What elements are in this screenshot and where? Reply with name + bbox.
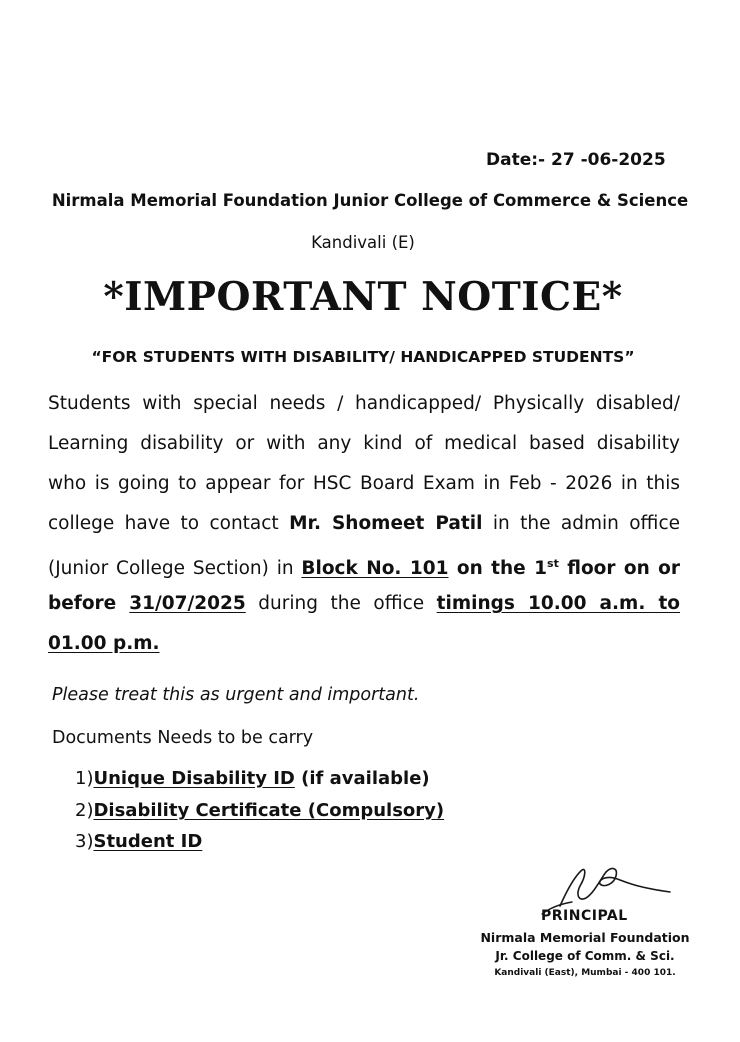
documents-heading: Documents Needs to be carry <box>52 728 314 748</box>
body-line-2: Learning disability or with any kind of medical based disability <box>48 433 680 454</box>
stamp-line-3: Kandivali (East), Mumbai - 400 101. <box>494 968 676 978</box>
document-item <box>75 831 202 852</box>
office-timings: timings 10.00 a.m. to <box>436 593 680 614</box>
deadline-date: 31/07/2025 <box>129 593 246 614</box>
body-line-5-text-c: floor on or <box>558 558 681 580</box>
body-line-6-text-a: before <box>48 593 130 614</box>
body-line-7: 01.00 p.m. <box>48 633 160 654</box>
block-number: Block No. 101 <box>301 558 449 580</box>
body-line-4-text-b: in the admin office <box>482 513 680 534</box>
body-line-6 <box>48 592 680 616</box>
document-label: Unique Disability ID <box>93 768 295 789</box>
document-item <box>75 800 444 821</box>
stamp-line-2: Jr. College of Comm. & Sci. <box>495 949 675 963</box>
notice-subtitle: “FOR STUDENTS WITH DISABILITY/ HANDICAPPED STUDENTS” <box>91 348 635 366</box>
body-line-4-text-a: college have to contact <box>48 513 290 534</box>
stamp-line-1: Nirmala Memorial Foundation <box>480 930 690 945</box>
body-line-5-text-a: (Junior College Section) in <box>48 558 302 580</box>
document-number: 3) <box>75 831 94 852</box>
document-label: Disability Certificate (Compulsory) <box>93 800 445 821</box>
urgent-note: Please treat this as urgent and important. <box>52 685 420 705</box>
document-item <box>75 768 430 789</box>
document-number: 2) <box>75 800 94 821</box>
document-number: 1) <box>75 768 94 789</box>
document-label: Student ID <box>93 831 203 852</box>
body-line-1: Students with special needs / handicapped/ Physically disabled/ <box>48 393 680 414</box>
body-line-5 <box>48 552 680 581</box>
body-line-5-text-b: on the 1 <box>448 558 548 580</box>
college-name: Nirmala Memorial Foundation Junior College of Commerce & Science <box>51 191 689 210</box>
principal-title: PRINCIPAL <box>541 908 628 924</box>
notice-date: Date:- 27 -06-2025 <box>486 150 666 170</box>
contact-person: Mr. Shomeet Patil <box>289 513 483 534</box>
document-extra: (if available) <box>294 768 430 789</box>
college-location: Kandivali (E) <box>311 233 415 252</box>
body-line-6-text-b: during the office <box>245 593 437 614</box>
body-line-4 <box>48 512 680 536</box>
body-line-3: who is going to appear for HSC Board Exam in Feb - 2026 in this <box>48 473 680 494</box>
notice-title: *IMPORTANT NOTICE* <box>103 274 623 320</box>
floor-ordinal: st <box>547 557 559 570</box>
